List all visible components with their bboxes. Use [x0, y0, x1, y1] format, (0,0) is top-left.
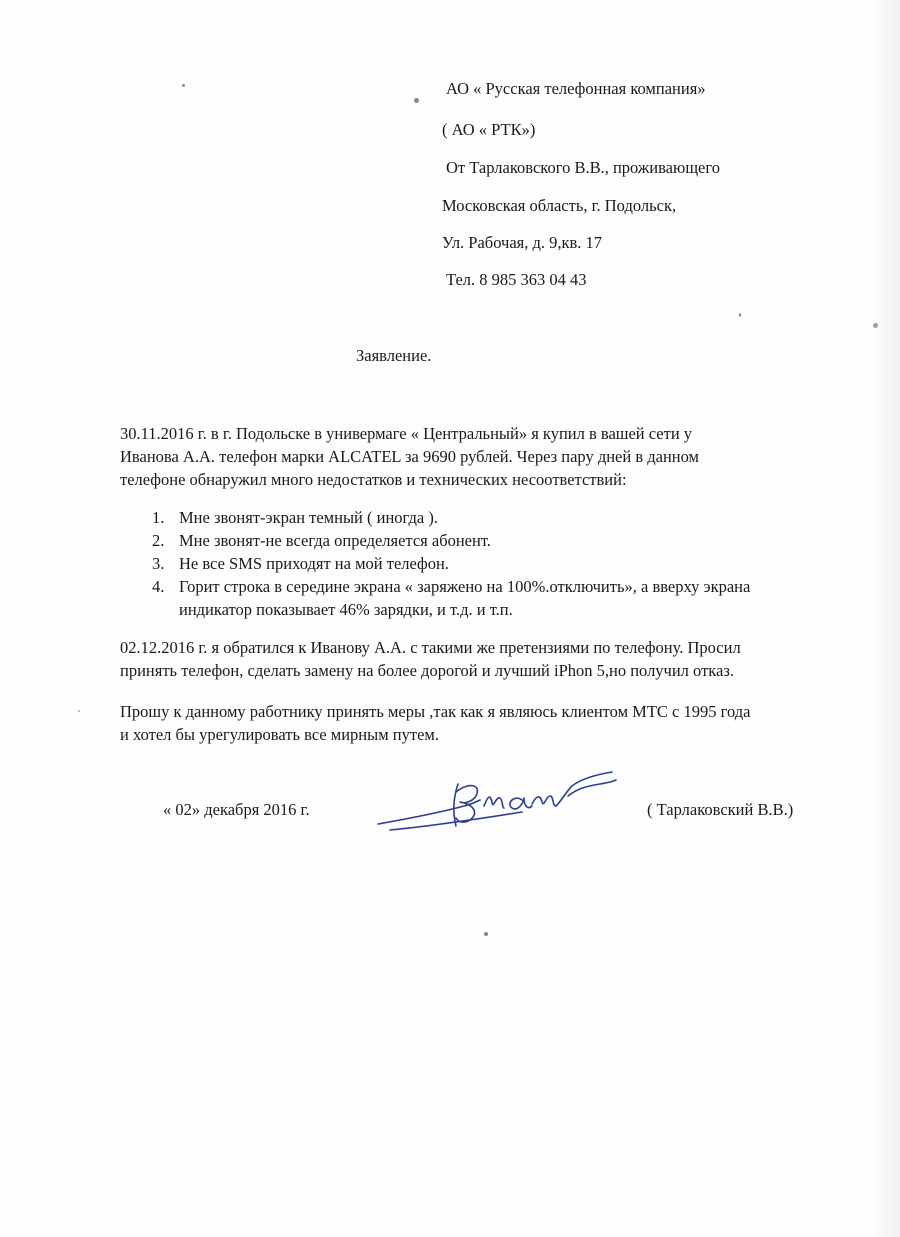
list-item: Мне звонят-экран темный ( иногда ). [179, 508, 438, 527]
paragraph-line: Иванова А.А. телефон марки ALCATEL за 9690 рублей. Через пару дней в данном [120, 447, 699, 466]
list-item: Мне звонят-не всегда определяется абонент. [179, 531, 491, 550]
addressee-company: АО « Русская телефонная компания» [446, 79, 706, 98]
paragraph-line: 30.11.2016 г. в г. Подольске в универмаге « Центральный» я купил в вашей сети у [120, 424, 693, 443]
paragraph-line: 02.12.2016 г. я обратился к Иванову А.А. с такими же претензиями по телефону. Просил [120, 638, 741, 657]
list-item-number: 3. [152, 554, 165, 573]
list-item-continuation: индикатор показывает 46% зарядки, и т.д. и т.п. [179, 600, 513, 619]
scan-speck [739, 313, 741, 317]
list-item: Горит строка в середине экрана « заряжено на 100%.отключить», а вверху экрана [179, 577, 751, 596]
sender-region: Московская область, г. Подольск, [442, 196, 677, 215]
sender-name: От Тарлаковского В.В., проживающего [446, 158, 720, 177]
list-item: Не все SMS приходят на мой телефон. [179, 554, 449, 573]
signer-name: ( Тарлаковский В.В.) [647, 800, 794, 819]
paragraph-line: и хотел бы урегулировать все мирным путем. [120, 725, 439, 744]
scan-speck [182, 84, 185, 87]
handwritten-signature [372, 766, 622, 838]
paragraph-line: принять телефон, сделать замену на более дорогой и лучший iPhon 5,но получил отказ. [120, 661, 735, 680]
paragraph-line: телефоне обнаружил много недостатков и технических несоответствий: [120, 470, 627, 489]
scan-speck [484, 932, 488, 936]
scan-speck [873, 323, 878, 328]
addressee-company-short: ( АО « РТК») [442, 120, 536, 139]
scan-speck [414, 98, 419, 103]
list-item-number: 4. [152, 577, 165, 596]
sender-phone: Тел. 8 985 363 04 43 [446, 270, 587, 289]
list-item-number: 1. [152, 508, 165, 527]
scan-speck [78, 710, 80, 712]
paragraph-line: Прошу к данному работнику принять меры ,так как я являюсь клиентом МТС с 1995 года [120, 702, 751, 721]
document-title: Заявление. [356, 346, 432, 365]
sender-street: Ул. Рабочая, д. 9,кв. 17 [442, 233, 603, 252]
list-item-number: 2. [152, 531, 165, 550]
document-date: « 02» декабря 2016 г. [163, 800, 310, 819]
scan-edge [870, 0, 900, 1237]
